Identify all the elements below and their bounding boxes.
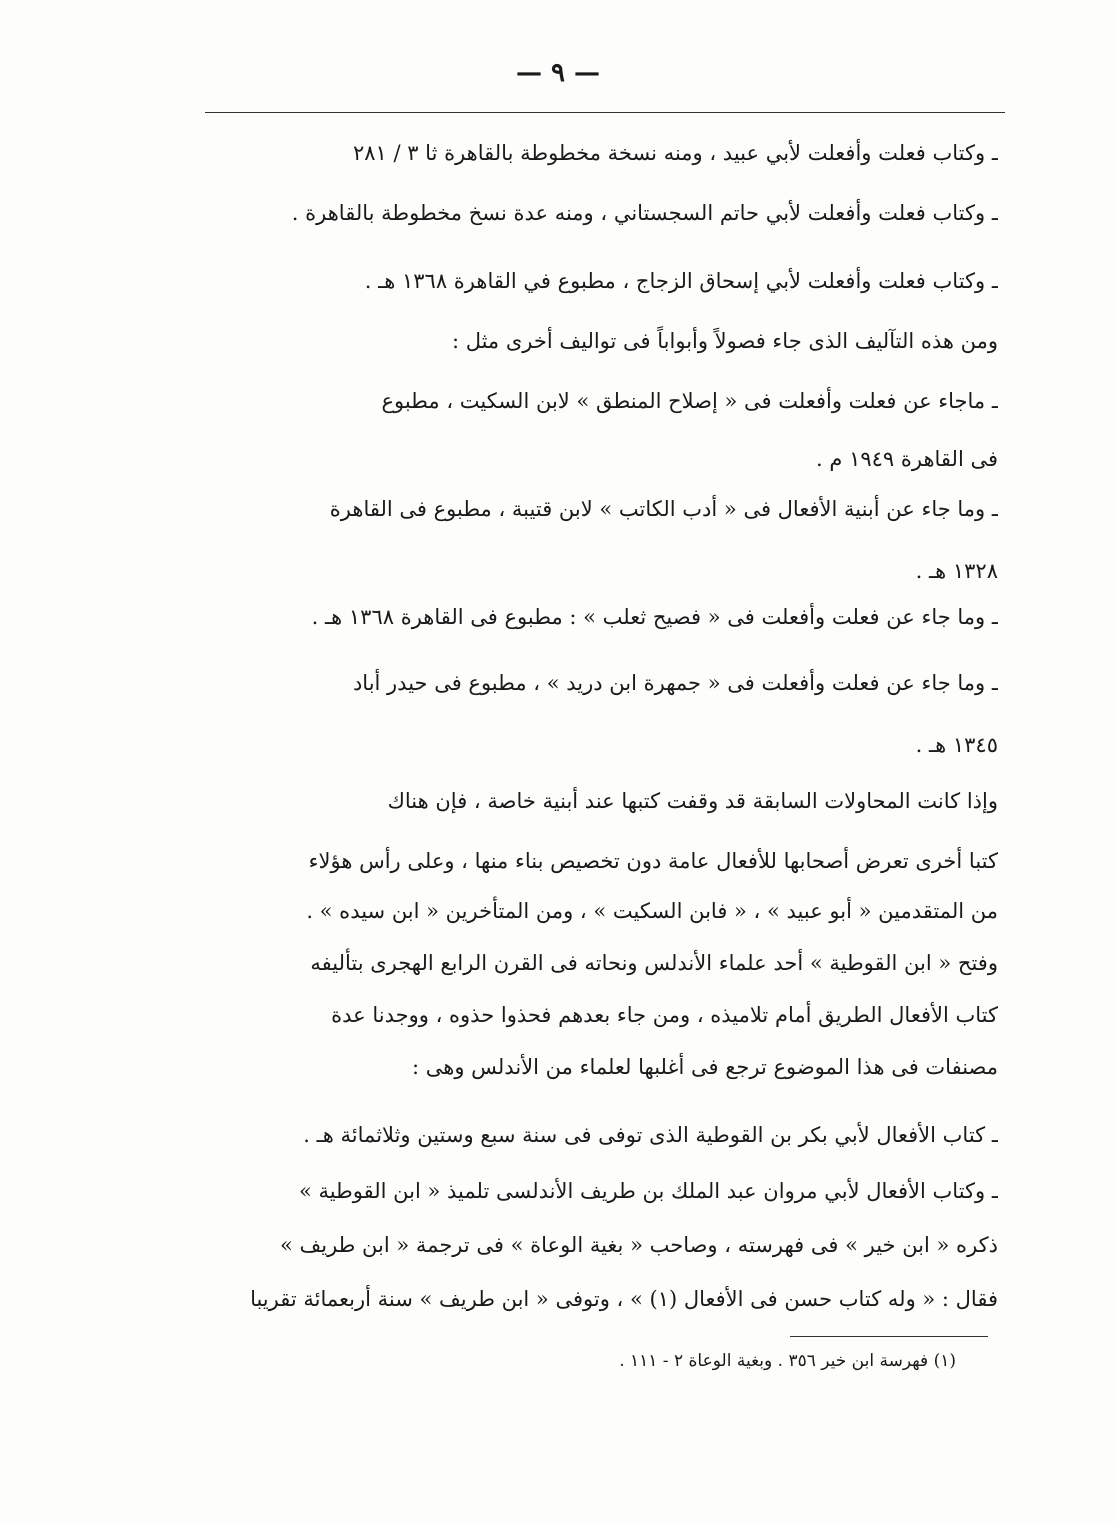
page-number: — ٩ —	[515, 58, 601, 88]
text-line-9: ـ وما جاء عن فعلت وأفعلت فى « فصيح ثعلب » : مطبوع فى القاهرة ١٣٦٨ هـ .	[311, 605, 998, 629]
paragraph-line-2: كتبا أخرى تعرض أصحابها للأفعال عامة دون تخصيص بناء منها ، وعلى رأس هؤلاء	[308, 849, 998, 873]
text-line-7: ـ وما جاء عن أبنية الأفعال فى « أدب الكاتب » لابن قتيبة ، مطبوع فى القاهرة	[329, 497, 998, 521]
text-line-10: ـ وما جاء عن فعلت وأفعلت فى « جمهرة ابن دريد » ، مطبوع فى حيدر أباد	[352, 671, 998, 695]
paragraph-line-6: مصنفات فى هذا الموضوع ترجع فى أغلبها لعلماء من الأندلس وهى :	[411, 1055, 998, 1079]
text-line-2: ـ وكتاب فعلت وأفعلت لأبي حاتم السجستاني ، ومنه عدة نسخ مخطوطة بالقاهرة .	[291, 201, 998, 225]
text-line-6: فى القاهرة ١٩٤٩ م .	[816, 447, 998, 471]
paragraph-line-3: من المتقدمين « أبو عبيد » ، « فابن السكيت » ، ومن المتأخرين « ابن سيده » .	[306, 899, 998, 923]
text-line-5: ـ ماجاء عن فعلت وأفعلت فى « إصلاح المنطق » لابن السكيت ، مطبوع	[381, 389, 998, 413]
paragraph-line-5: كتاب الأفعال الطريق أمام تلاميذه ، ومن جاء بعدهم فحذوا حذوه ، ووجدنا عدة	[331, 1003, 998, 1027]
text-line-3: ـ وكتاب فعلت وأفعلت لأبي إسحاق الزجاج ، مطبوع في القاهرة ١٣٦٨ هـ .	[364, 269, 998, 293]
list-item-line-2: ـ وكتاب الأفعال لأبي مروان عبد الملك بن طريف الأندلسى تلميذ « ابن القوطية »	[298, 1179, 998, 1203]
list-item-line-3: ذكره « ابن خير » فى فهرسته ، وصاحب « بغية الوعاة » فى ترجمة « ابن طريف »	[279, 1233, 998, 1257]
list-item-line-1: ـ كتاب الأفعال لأبي بكر بن القوطية الذى توفى فى سنة سبع وستين وثلاثمائة هـ .	[303, 1123, 998, 1147]
text-line-11: ١٣٤٥ هـ .	[915, 733, 998, 757]
text-line-4: ومن هذه التآليف الذى جاء فصولاً وأبواباً فى تواليف أخرى مثل :	[451, 329, 998, 353]
text-line-1: ـ وكتاب فعلت وأفعلت لأبي عبيد ، ومنه نسخة مخطوطة بالقاهرة ثا ٣ / ٢٨١	[352, 141, 998, 165]
paragraph-line-4: وفتح « ابن القوطية » أحد علماء الأندلس ونحاته فى القرن الرابع الهجرى بتأليفه	[310, 951, 998, 975]
header-rule	[205, 112, 1005, 113]
text-line-8: ١٣٢٨ هـ .	[915, 559, 998, 583]
footnote-rule	[790, 1336, 988, 1337]
footnote: (١) فهرسة ابن خير ٣٥٦ . وبغية الوعاة ٢ - ١١١ .	[619, 1351, 956, 1371]
paragraph-line-1: وإذا كانت المحاولات السابقة قد وقفت كتبها عند أبنية خاصة ، فإن هناك	[387, 789, 998, 813]
list-item-line-4: فقال : « وله كتاب حسن فى الأفعال (١) » ، وتوفى « ابن طريف » سنة أربعمائة تقريبا	[250, 1287, 998, 1311]
